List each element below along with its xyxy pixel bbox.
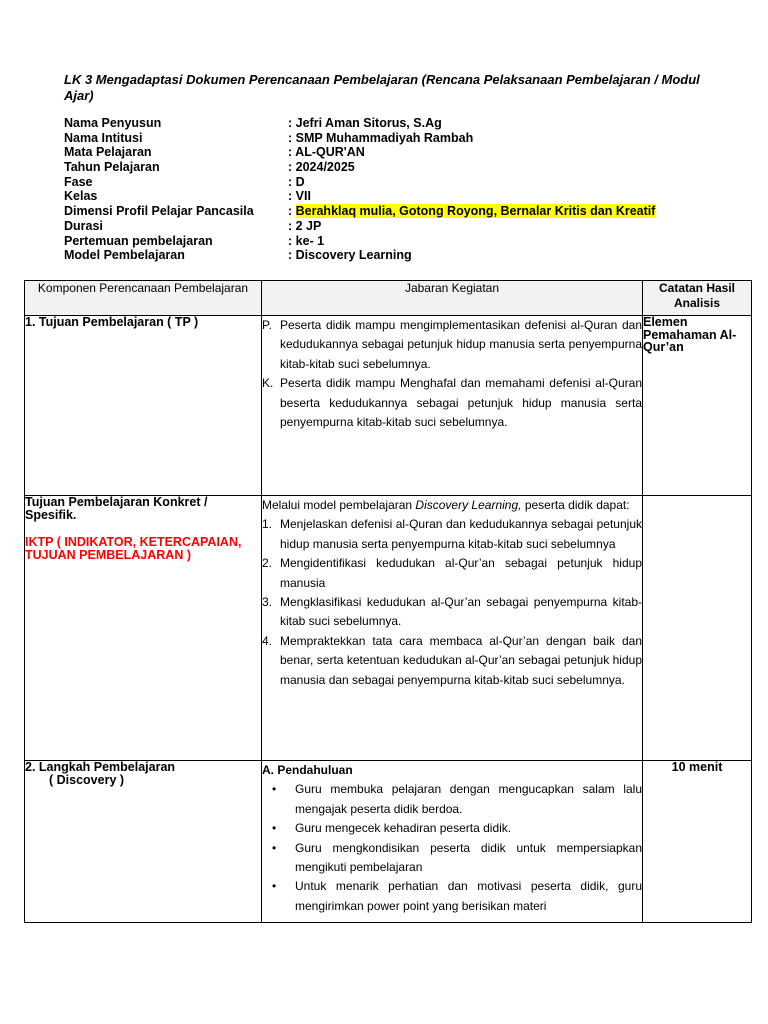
meta-key: Mata Pelajaran (64, 145, 152, 160)
item-label: K. (262, 376, 274, 391)
section-heading: A. Pendahuluan (262, 763, 353, 777)
meta-value: : AL-QUR'AN (288, 145, 365, 160)
meta-key: Model Pembelajaran (64, 248, 185, 263)
meta-row (64, 145, 744, 160)
meta-row (64, 219, 744, 234)
item-text: Mengklasifikasi kedudukan al-Qur’an sebagai penyempurna kitab-kitab suci sebelumnya. (280, 595, 642, 629)
intro-text-post: peserta didik dapat: (521, 498, 630, 512)
item-text: Peserta didik mampu Menghafal dan memahami defenisi al-Quran beserta kedudukannya sebagai petunjuk hidup manusia serta penyempurna kitab-kitab suci sebelumnya. (280, 376, 642, 430)
item-text: Peserta didik mampu mengimplementasikan defenisi al-Quran dan kedudukannya sebagai petunjuk hidup manusia serta penyempurna kitab-kitab suci sebelumnya. (280, 318, 642, 371)
bullet-icon: • (272, 821, 277, 836)
duration-note: 10 menit (671, 760, 723, 774)
bullet-icon: • (272, 840, 277, 855)
meta-value: : 2 JP (288, 218, 322, 233)
component-label: Tujuan Pembelajaran Konkret / Spesifik. (25, 495, 208, 522)
list-item (272, 877, 642, 916)
list-item (262, 515, 642, 554)
row-analysis (643, 316, 752, 496)
table-header-row (25, 281, 752, 316)
row-component (25, 496, 262, 761)
table-row (25, 761, 752, 923)
meta-value (288, 204, 655, 219)
meta-key: Nama Penyusun (64, 116, 162, 130)
meta-key: Durasi (64, 218, 103, 233)
activity-intro (262, 496, 642, 515)
meta-value: : Jefri Aman Sitorus, S.Ag (288, 116, 442, 130)
meta-key: Dimensi Profil Pelajar Pancasila (64, 204, 254, 219)
meta-key: Fase (64, 174, 93, 189)
item-text: Guru mengkondisikan peserta didik untuk mempersiapkan mengikuti pembelajaran (295, 840, 642, 875)
meta-value: : VII (288, 189, 311, 204)
meta-key: Pertemuan pembelajaran (64, 233, 213, 248)
list-item (262, 632, 642, 690)
list-item (272, 839, 642, 878)
header-activity: Jabaran Kegiatan (262, 281, 643, 316)
meta-value: : D (288, 174, 305, 189)
meta-row (64, 248, 744, 263)
meta-row (64, 234, 744, 249)
highlighted-value: Berahklaq mulia, Gotong Royong, Bernalar Kritis dan Kreatif (295, 204, 656, 219)
item-text: Menjelaskan defenisi al-Quran dan kedudukannya sebagai petunjuk hidup manusia serta penyempurna kitab-kitab suci sebelumnya (280, 517, 642, 551)
row-activity (262, 761, 643, 923)
list-item (272, 780, 642, 819)
analysis-note: Elemen Pemahaman Al-Qur’an (643, 315, 737, 354)
list-item (272, 819, 642, 838)
meta-row (64, 204, 744, 219)
item-label: P. (262, 318, 272, 332)
header-component: Komponen Perencanaan Pembelajaran (25, 281, 262, 316)
meta-key: Tahun Pelajaran (64, 160, 160, 175)
document-meta (64, 116, 744, 263)
component-red-label: IKTP ( INDIKATOR, KETERCAPAIAN, TUJUAN PEMBELAJARAN ) (25, 535, 242, 562)
intro-text: Melalui model pembelajaran (262, 498, 416, 512)
meta-value: : Discovery Learning (288, 248, 412, 263)
meta-value: : 2024/2025 (288, 160, 355, 175)
meta-row (64, 131, 744, 146)
list-item (262, 316, 642, 374)
list-item (262, 554, 642, 593)
list-item (262, 374, 642, 432)
meta-key: Nama Intitusi (64, 130, 143, 145)
item-text: Guru membuka pelajaran dengan mengucapkan salam lalu mengajak peserta didik berdoa. (295, 782, 642, 816)
meta-value: : ke- 1 (288, 233, 325, 248)
component-label: 2. Langkah Pembelajaran (25, 760, 176, 774)
table-row (25, 316, 752, 496)
header-analysis: Catatan Hasil Analisis (643, 281, 752, 316)
item-text: Mempraktekkan tata cara membaca al-Qur’an dengan baik dan benar, serta ketentuan kedudukan al-Qur’an sebagai petunjuk hidup manusia dan sebagai penyempurna kitab-kitab suci sebelumnya. (280, 633, 642, 687)
meta-row (64, 175, 744, 190)
intro-italic: Discovery Learning, (415, 498, 522, 512)
item-label: 2. (262, 556, 273, 571)
bullet-icon: • (272, 782, 277, 797)
meta-row (64, 189, 744, 204)
meta-value-prefix: : (288, 204, 296, 219)
meta-row (64, 116, 744, 131)
component-label: 1. Tujuan Pembelajaran ( TP ) (25, 315, 199, 329)
meta-row (64, 160, 744, 175)
meta-value: : SMP Muhammadiyah Rambah (288, 130, 474, 145)
row-analysis (643, 496, 752, 761)
item-text: Guru mengecek kehadiran peserta didik. (295, 821, 512, 836)
meta-key: Kelas (64, 189, 98, 204)
list-item (262, 593, 642, 632)
row-analysis (643, 761, 752, 923)
table-row (25, 496, 752, 761)
document-title: LK 3 Mengadaptasi Dokumen Perencanaan Pembelajaran (Rencana Pelaksanaan Pembelajaran / Modul Ajar) (64, 72, 700, 103)
item-label: 1. (262, 517, 273, 532)
item-text: Untuk menarik perhatian dan motivasi peserta didik, guru mengirimkan power point yang berisikan materi (295, 879, 642, 913)
item-text: Mengidentifikasi kedudukan al-Qur’an sebagai petunjuk hidup manusia (280, 556, 642, 590)
item-label: 3. (262, 595, 273, 610)
component-sub-label: ( Discovery ) (49, 773, 125, 787)
planning-table (24, 280, 752, 923)
row-component (25, 316, 262, 496)
item-label: 4. (262, 633, 273, 648)
row-component (25, 761, 262, 923)
bullet-icon: • (272, 879, 277, 894)
row-activity (262, 496, 643, 761)
row-activity (262, 316, 643, 496)
